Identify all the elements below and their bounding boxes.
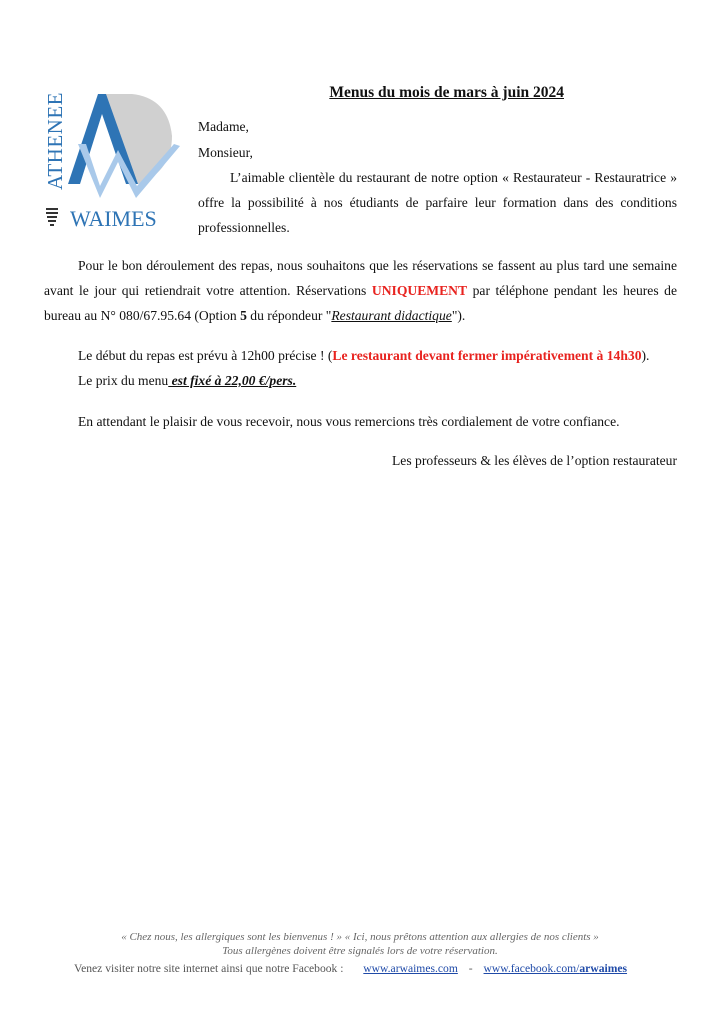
reservation-text-d: "). — [451, 308, 466, 323]
visit-text: Venez visiter notre site internet ainsi que notre Facebook : — [74, 962, 344, 975]
start-time-text-b: ). — [641, 348, 650, 363]
allergy-notice-line2: Tous allergènes doivent être signalés lors de votre réservation. — [222, 945, 498, 957]
price-text: Le prix du menu — [78, 373, 169, 388]
thanks-paragraph: En attendant le plaisir de vous recevoir, nous vous remercions très cordialement de votre confiance. — [78, 414, 620, 429]
greeting-monsieur: Monsieur, — [198, 145, 253, 160]
start-time-line — [78, 343, 678, 368]
allergy-notice-line1: « Chez nous, les allergiques sont les bienvenus ! » « Ici, nous prêtons attention aux allergies de nos clients » — [121, 931, 599, 943]
closing-time-warning: Le restaurant devant fermer impérativement à 14h30 — [332, 348, 642, 363]
reservation-text-b: par téléphone pendant les heures de bureau au N° 080/67.95.64 (Option — [44, 283, 678, 323]
reservation-text-c: du répondeur " — [246, 308, 332, 323]
logo-emblem-icon — [46, 208, 58, 226]
page-title: Menus du mois de mars à juin 2024 — [329, 84, 564, 101]
signature: Les professeurs & les élèves de l’option restaurateur — [392, 453, 677, 468]
reservation-option-number: 5 — [240, 308, 247, 323]
reservation-text-a: Pour le bon déroulement des repas, nous souhaitons que les réservations se fassent au plus tard une semaine avant le jour qui retiendrait votre attention. Réservations — [44, 258, 677, 298]
facebook-link-handle: arwaimes — [579, 962, 628, 975]
price-line — [78, 368, 678, 393]
link-separator: - — [468, 962, 473, 975]
visit-line — [74, 962, 627, 975]
menu-price: est fixé à 22,00 €/pers. — [168, 373, 297, 388]
reservation-emphasis: UNIQUEMENT — [371, 283, 468, 298]
restaurant-didactique-label: Restaurant didactique — [331, 308, 452, 323]
reservation-paragraph — [44, 253, 677, 328]
facebook-link[interactable] — [484, 962, 628, 975]
intro-paragraph: L’aimable clientèle du restaurant de notre option « Restaurateur - Restauratrice » offre la possibilité à nos étudiants de parfaire leur formation dans des conditions professionnelles. — [198, 170, 677, 235]
logo-vertical-text: ATHENEE — [43, 92, 67, 190]
website-link[interactable]: www.arwaimes.com — [363, 962, 458, 975]
start-time-text-a: Le début du repas est prévu à 12h00 précise ! ( — [78, 348, 333, 363]
greeting-madame: Madame, — [198, 119, 249, 134]
logo-name-text: WAIMES — [70, 206, 157, 231]
school-logo — [40, 88, 188, 238]
facebook-link-prefix: www.facebook.com/ — [483, 962, 580, 975]
